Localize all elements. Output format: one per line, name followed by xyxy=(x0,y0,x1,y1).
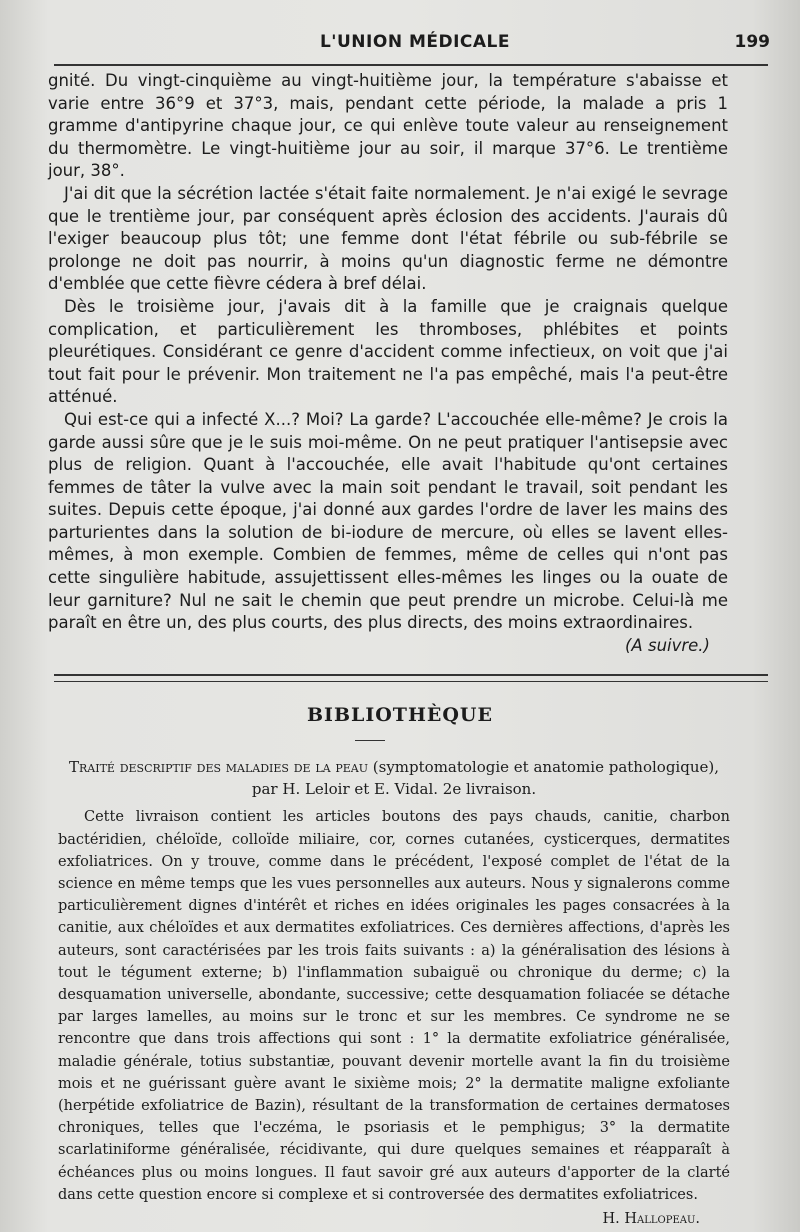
article-paragraph: gnité. Du vingt-cinquième au vingt-huitième jour, la température s'abaisse et varie entre 36°9 et 37°3, mais, pendant cette période, la malade a pris 1 gramme d'antipyrine chaque jour, ce qui enlève toute valeur au renseignement du thermomètre. Le vingt-huitième jour au soir, il marque 37°6. Le trentième jour, 38°. xyxy=(48,71,728,181)
page-number: 199 xyxy=(734,32,770,52)
title-underline xyxy=(355,740,385,741)
section-title: BIBLIOTHÈQUE xyxy=(307,704,493,726)
section-divider xyxy=(54,674,768,682)
book-authors: par H. Leloir et E. Vidal. 2e livraison. xyxy=(251,780,537,799)
review-text: Cette livraison contient les articles boutons des pays chauds, canitie, charbon bactéridien, chéloïde, colloïde miliaire, cor, cornes cutanées, cysticerques, dermatites exfoliatrices. On y trouve, comme dans le précédent, l'exposé complet de l'état de la science en même temps que les vues personnelles aux auteurs. Nous y signalerons comme particulièrement dignes d'intérêt et riches en idées originales les pages consacrées à la canitie, aux chéloïdes et aux dermatites exfoliatrices. Ces dernières affections, d'après les auteurs, sont caractérisées par les trois faits suivants : a) la généralisation des lésions à tout le tégument externe; b) l'inflammation subaiguë ou chronique du derme; c) la desquamation universelle, abondante, successive; cette desquamation foliacée se détache par larges lamelles, au moins sur le tronc et sur les membres. Ce syndrome ne se rencontre que dans trois affections qui sont : 1° la dermatite exfoliatrice généralisée, maladie générale, totius substantiæ, pouvant devenir mortelle avant la fin du troisième mois et ne guérissant guère avant le sixième mois; 2° la dermatite maligne exfoliante (herpétide exfoliatrice de Bazin), résultant de la transformation de certaines dermatoses chroniques, telles que l'eczéma, le psoriasis et le pemphigus; 3° la dermatite scarlatiniforme généralisée, récidivante, qui dure quelques semaines et réapparaît à échéances plus ou moins longues. Il faut savoir gré aux auteurs d'apporter de la clarté dans cette question encore si complexe et si controversée des dermatites exfoliatrices. xyxy=(58,809,730,1203)
article-body xyxy=(48,70,728,657)
header-rule xyxy=(54,64,768,66)
review-signature: H. Hallopeau. xyxy=(602,1211,700,1228)
book-subtitle: (symptomatologie et anatomie pathologique), xyxy=(368,758,719,776)
page-header xyxy=(60,28,770,58)
bibliography-section xyxy=(58,756,730,1230)
continuation-note: (A suivre.) xyxy=(625,635,710,655)
book-reference xyxy=(58,756,730,800)
running-title: L'UNION MÉDICALE xyxy=(319,32,511,52)
article-paragraph: J'ai dit que la sécrétion lactée s'était faite normalement. Je n'ai exigé le sevrage que le trentième jour, par conséquent après éclosion des accidents. J'aurais dû l'exiger beaucoup plus tôt; une femme dont l'état fébrile ou sub-fébrile se prolonge ne doit pas nourrir, à moins qu'un diagnostic ferme ne démontre d'emblée que cette fièvre cédera à bref délai. xyxy=(48,183,728,294)
article-paragraph: Qui est-ce qui a infecté X...? Moi? La garde? L'accouchée elle-même? Je crois la garde aussi sûre que je le suis moi-même. On ne peut pratiquer l'antisepsie avec plus de religion. Quant à l'accouchée, elle avait l'habitude qu'ont certaines femmes de tâter la vulve avec la main soit pendant le travail, soit pendant les suites. Depuis cette époque, j'ai donné aux gardes l'ordre de laver les mains des parturientes dans la solution de bi-iodure de mercure, où elles se lavent elles-mêmes, à mon exemple. Combien de femmes, même de celles qui n'ont pas cette singulière habitude, assujettissent elles-mêmes les linges ou la ouate de leur garniture? Nul ne sait le chemin que peut prendre un microbe. Celui-là me paraît en être un, des plus courts, des plus directs, des moins extraordinaires. xyxy=(48,409,728,633)
book-title: Traité descriptif des maladies de la peau xyxy=(69,758,369,776)
article-paragraph: Dès le troisième jour, j'avais dit à la famille que je craignais quelque complication, et particulièrement les thromboses, phlébites et points pleurétiques. Considérant ce genre d'accident comme infectieux, on voit que j'ai tout fait pour le prévenir. Mon traitement ne l'a pas empêché, mais l'a peut-être atténué. xyxy=(48,296,728,407)
